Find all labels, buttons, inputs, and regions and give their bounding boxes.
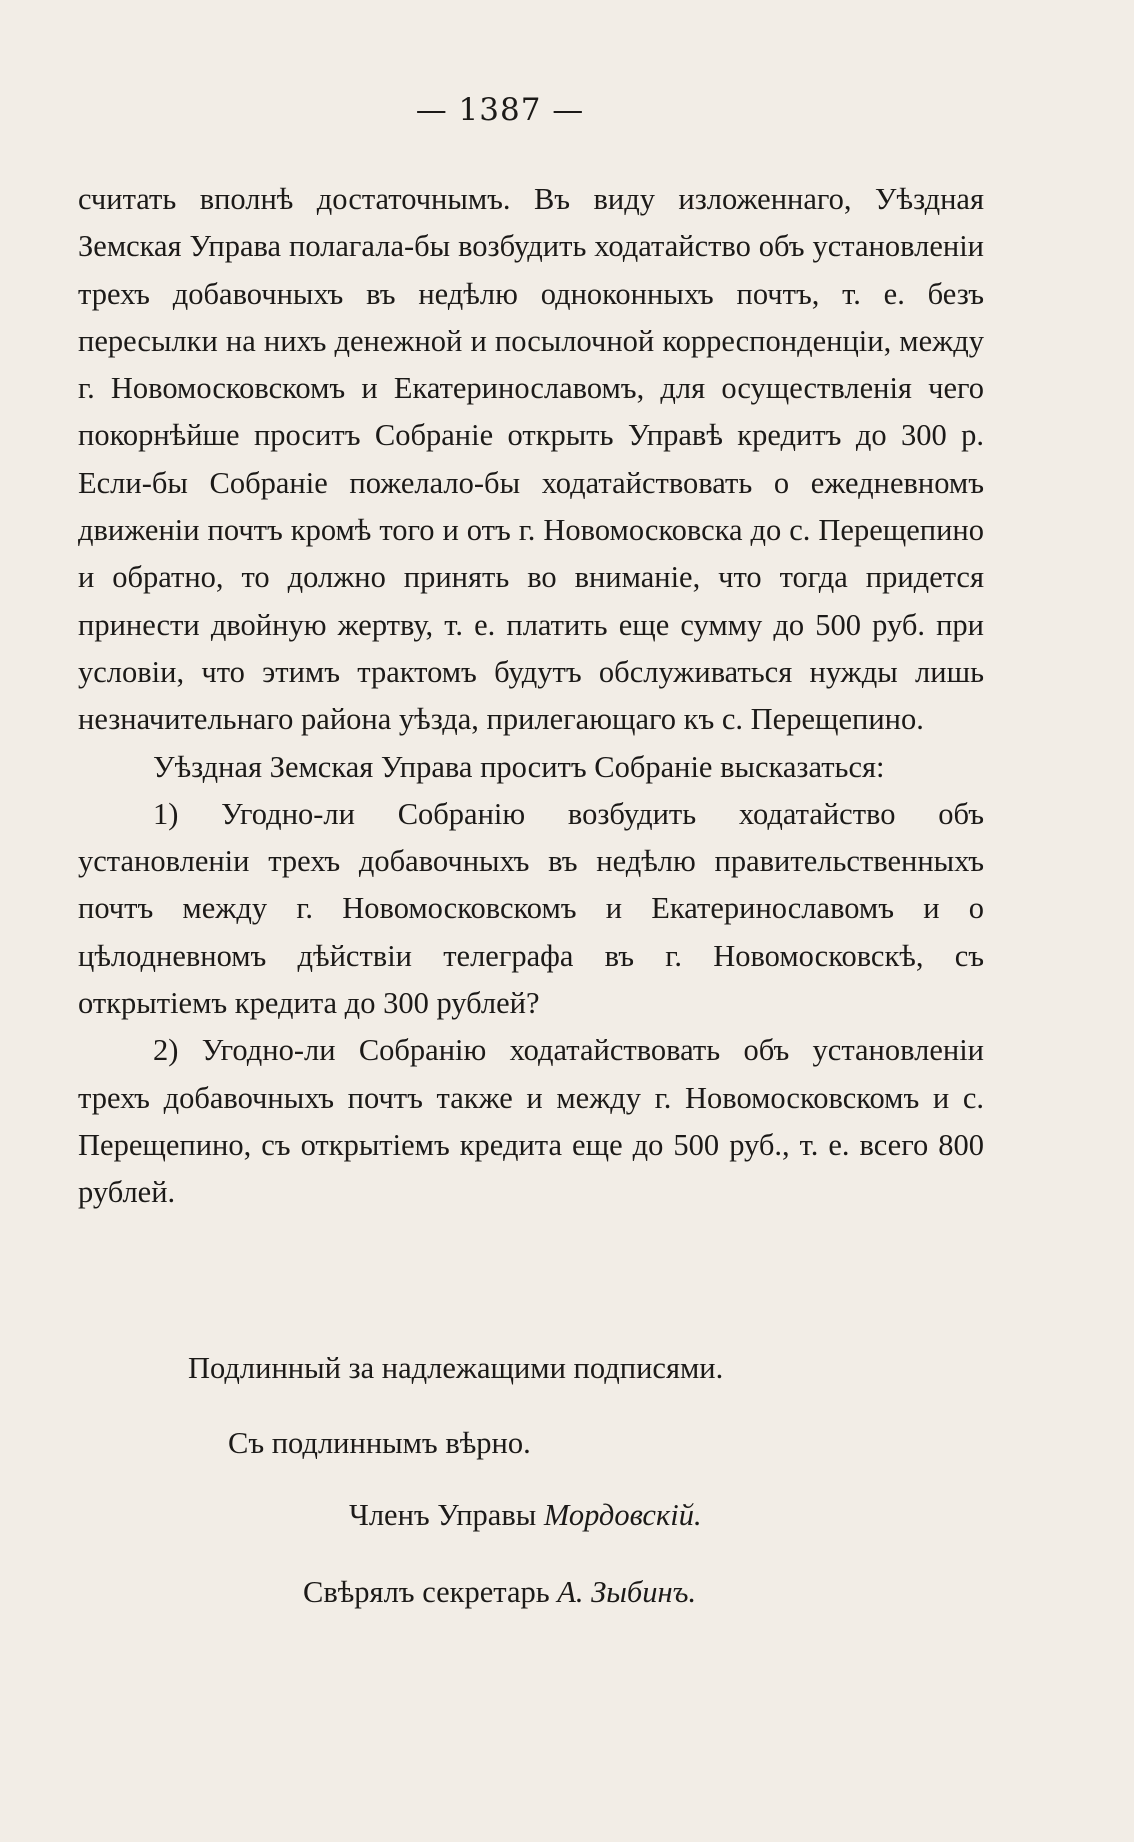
question-1: 1) Угодно-ли Собранію возбудить ходатайство объ установленіи трехъ добавочныхъ въ недѣлю правительственныхъ почтъ между г. Новомосковскомъ и Екатеринославомъ и о цѣлодневномъ дѣйствіи телеграфа въ г. Новомосковскѣ, съ открытіемъ кредита до 300 рублей? bbox=[78, 796, 984, 1021]
secretary-label: Свѣрялъ секретарь bbox=[303, 1575, 550, 1609]
original-signed-note: Подлинный за надлежащими подписями. bbox=[188, 1351, 724, 1385]
paragraph-proposal: считать вполнѣ достаточнымъ. Въ виду изложеннаго, Уѣздная Земская Управа полагала-бы возбудить ходатайство объ установленіи трехъ добавочныхъ въ недѣлю одноконныхъ почтъ, т. е. безъ пересылки на нихъ денежной и посылочной корреспонденціи, между г. Новомосковскомъ и Екатеринославомъ, для осуществленія чего покорнѣйше проситъ Собраніе открыть Управѣ кредитъ до 300 р. Если-бы Собраніе пожелало-бы ходатайствовать о ежедневномъ движеніи почтъ кромѣ того и отъ г. Новомосковска до с. Перещепино и обратно, то должно принять во вниманіе, что тогда придется принести двойную жертву, т. е. платить еще сумму до 500 руб. при условіи, что этимъ трактомъ будутъ обслуживаться нужды лишь незначительнаго района уѣзда, прилегающаго къ с. Перещепино. bbox=[78, 182, 984, 737]
board-member-signature bbox=[349, 1498, 702, 1533]
secretary-signature bbox=[303, 1575, 696, 1610]
body-text bbox=[78, 176, 984, 1217]
secretary-name: А. Зыбинъ. bbox=[557, 1575, 697, 1609]
member-name: Мордовскій. bbox=[543, 1498, 702, 1532]
certified-copy-note: Съ подлиннымъ вѣрно. bbox=[228, 1426, 531, 1460]
paragraph-request: Уѣздная Земская Управа проситъ Собраніе высказаться: bbox=[153, 749, 885, 784]
question-2: 2) Угодно-ли Собранію ходатайствовать объ установленіи трехъ добавочныхъ почтъ также и между г. Новомосковскомъ и с. Перещепино, съ открытіемъ кредита еще до 500 руб., т. е. всего 800 рублей. bbox=[78, 1033, 984, 1210]
page-number: — 1387 — bbox=[415, 92, 585, 128]
member-label: Членъ Управы bbox=[349, 1498, 537, 1532]
